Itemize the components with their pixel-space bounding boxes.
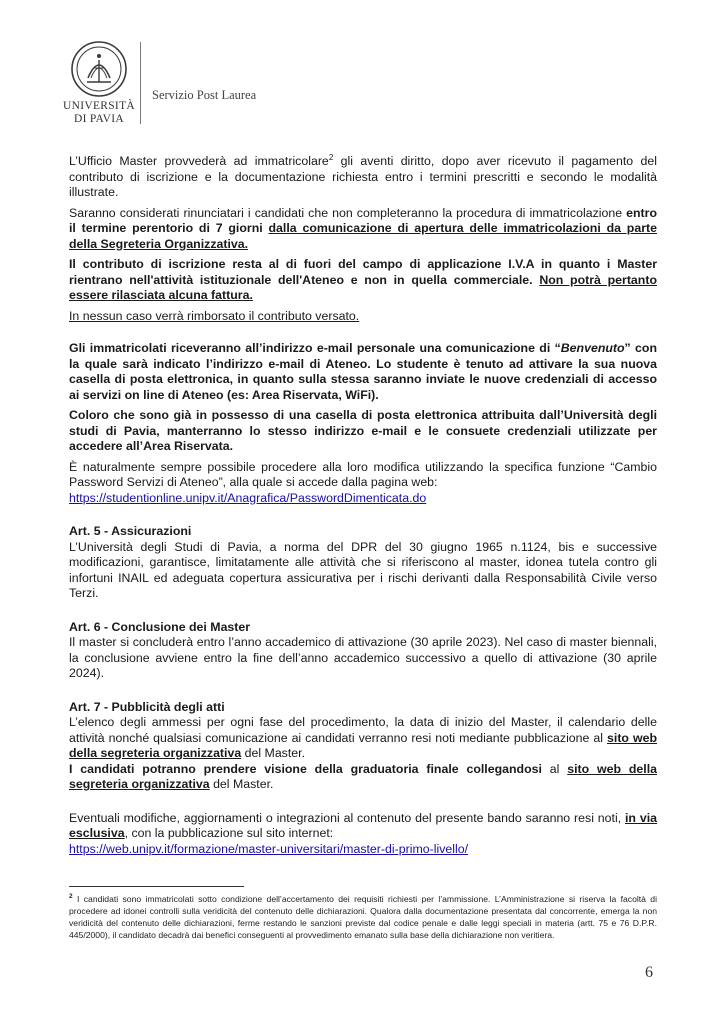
footnote-text: I candidati sono immatricolati sotto condizione dell’accertamento dei requisiti richiesti per l’ammissione. L’Amministrazione si riserva la facoltà di procedere ad idonei controlli sulla veridicità del contenuto delle dichiarazioni. Qualora dalla documentazione presentata dal concorrente, emerga la non veridicità del contenuto delle dichiarazioni, ferme restando le sanzioni previste dal codice penale e dalle leggi speciali in materia (artt. 75 e 76 D.P.R. 445/2000), il candidato decadrà dai benefici conseguenti al provvedimento emanato sulla base della dichiarazione non veritiera.: [69, 894, 657, 940]
document-body: [69, 154, 657, 857]
paragraph-immatricolazione: L’Ufficio Master provvederà ad immatricolare$^2$ gli aventi diritto, dopo aver ricevuto il pagamento del contributo di iscrizione e la documentazione richiesta entro i termini prescritti e secondo le modalità illustrate.: [69, 152, 658, 199]
art7-text: L’elenco degli ammessi per ogni fase del procedimento, la data di inizio del Master, il calendario delle attività nonché qualsiasi comunicazione ai candidati verranno resi noti mediante pubblicazione al sito web della segreteria organizzativa del Master. I candidati potranno prendere visione della graduatoria finale collegandosi al sito web della segreteria organizzativa del Master.: [69, 715, 657, 791]
paragraph-iva: Il contributo di iscrizione resta al di fuori del campo di applicazione I.V.A in quanto i Master rientrano nell'attività istituzionale dell'Ateneo e non in quella commerciale. Non potrà pertanto essere rilasciata alcuna fattura.: [69, 257, 657, 302]
header-divider: [140, 42, 141, 124]
university-name: UNIVERSITÀ DI PAVIA: [63, 100, 135, 125]
page-number: 6: [645, 964, 653, 981]
university-logo: [62, 40, 136, 126]
footnote-mark: 2: [69, 893, 73, 901]
art6-heading: Art. 6 - Conclusione dei Master: [69, 619, 251, 634]
paragraph-cambio-password: È naturalmente sempre possibile procedere alla loro modifica utilizzando la specifica funzione “Cambio Password Servizi di Ateneo”, alla quale si accede dalla pagina web: https://studentionline.unipv.it/Anagrafica/PasswordDimenticata.do: [69, 459, 657, 505]
art5-heading: Art. 5 - Assicurazioni: [69, 524, 192, 538]
footnote: [69, 893, 657, 941]
page-header: [62, 40, 662, 130]
paragraph-rinunciatari: Saranno considerati rinunciatari i candidati che non completeranno la procedura di immatricolazione entro il termine perentorio di 7 giorni dalla comunicazione di apertura delle immatricolazioni da parte della Segreteria Organizzativa.: [69, 205, 657, 251]
master-website-link[interactable]: https://web.unipv.it/formazione/master-universitari/master-di-primo-livello/: [69, 841, 469, 856]
paragraph-modifiche: Eventuali modifiche, aggiornamenti o integrazioni al contenuto del presente bando saranno resi noti, in via esclusiva, con la pubblicazione sul sito internet: https://web.unipv.it/formazione/master-universitari/master-di-primo-livello/: [69, 810, 657, 856]
service-name: Servizio Post Laurea: [152, 88, 257, 102]
paragraph-casella-posta: Coloro che sono già in possesso di una casella di posta elettronica attribuita dall’Università degli studi di Pavia, manterranno lo stesso indirizzo e-mail e le consuete credenziali utilizzate per accedere all’Area Riservata.: [69, 408, 657, 453]
password-reset-link[interactable]: https://studentionline.unipv.it/Anagrafica/PasswordDimenticata.do: [69, 490, 427, 505]
art6-text: Il master si concluderà entro l’anno accademico di attivazione (30 aprile 2023). Nel caso di master biennali, la conclusione avviene entro la fine dell’anno accademico successivo a quello di attivazione (30 aprile 2024).: [69, 635, 657, 680]
footnote-separator: [69, 886, 244, 887]
paragraph-rimborso: In nessun caso verrà rimborsato il contributo versato.: [69, 308, 360, 323]
footnote-reference: 2: [328, 152, 334, 162]
art7-heading: Art. 7 - Pubblicità degli atti: [69, 699, 225, 714]
art5-text: L’Università degli Studi di Pavia, a norma del DPR del 30 giugno 1965 n.1124, bis e successive modificazioni, garantisce, limitatamente alle attività che si riferiscono al master, idonea tutela contro gli infortuni INAIL ed adeguata copertura assicurativa per i rischi derivanti dalla Responsabilità Civile verso Terzi.: [69, 539, 657, 600]
university-seal-icon: [70, 40, 128, 98]
paragraph-benvenuto: Gli immatricolati riceveranno all’indirizzo e-mail personale una comunicazione di “Benvenuto” con la quale sarà indicato l’indirizzo e-mail di Ateneo. Lo studente è tenuto ad attivare la sua nuova casella di posta elettronica, in quanto sulla stessa saranno inviate le nuove credenziali di accesso ai servizi on line di Ateneo (es: Area Riservata, WiFi).: [69, 341, 658, 402]
